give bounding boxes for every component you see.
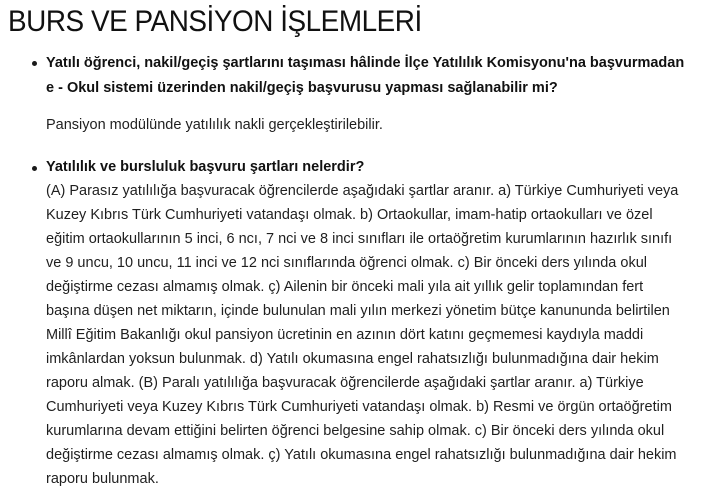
faq-question: Yatılılık ve bursluluk başvuru şartları nelerdir?	[46, 159, 365, 175]
page-title: BURS VE PANSİYON İŞLEMLERİ	[8, 5, 422, 38]
faq-answer: (A) Parasız yatılılığa başvuracak öğrencilerde aşağıdaki şartlar aranır. a) Türkiye Cumhuriyeti veya Kuzey Kıbrıs Türk Cumhuriyeti vatandaşı olmak. b) Ortaokullar, imam-hatip ortaokulları ve özel eğitim ortaokullarının 5 inci, 6 ncı, 7 nci ve 8 inci sınıfları ile ortaöğretim kurumlarının hazırlık sınıfı ve 9 uncu, 10 uncu, 11 inci ve 12 nci sınıflarında öğrenci olmak. c) Bir önceki ders yılında okul değiştirme cezası almamış olmak. ç) Ailenin bir önceki mali yıla ait yıllık gelir toplamından fert başına düşen net miktarın, içinde bulunulan mali yılın merkezi yönetim bütçe kanununda belirtilen Millî Eğitim Bakanlığı okul pansiyon ücretinin en azının dört katını geçmemesi kaydıyla maddi imkânlardan yoksun bulunmak. d) Yatılı okumasına engel rahatsızlığı bulunmadığına dair hekim raporu almak. (B) Paralı yatılılığa başvuracak öğrencilerde aşağıdaki şartlar aranır. a) Türkiye Cumhuriyeti veya Kuzey Kıbrıs Türk Cumhuriyeti vatandaşı olmak. b) Resmi ve örgün ortaöğretim kurumlarına devam ettiğini belirten öğrenci belgesine sahip olmak. c) Bir önceki ders yılında okul değiştirme cezası almamış olmak. ç) Yatılı okumasına engel rahatsızlığı bulunmadığına dair hekim raporu bulunmak.	[46, 183, 679, 487]
faq-item	[28, 156, 688, 491]
faq-item	[28, 51, 688, 137]
faq-question: Yatılı öğrenci, nakil/geçiş şartlarını taşıması hâlinde İlçe Yatılılık Komisyonu'na başvurmadan e - Okul sistemi üzerinden nakil/geçiş başvurusu yapması sağlanabilir mi?	[46, 55, 685, 96]
bullet-icon	[32, 61, 37, 66]
faq-list	[28, 51, 688, 491]
faq-answer: Pansiyon modülünde yatılılık nakli gerçekleştirilebilir.	[46, 117, 383, 133]
bullet-icon	[32, 166, 37, 171]
